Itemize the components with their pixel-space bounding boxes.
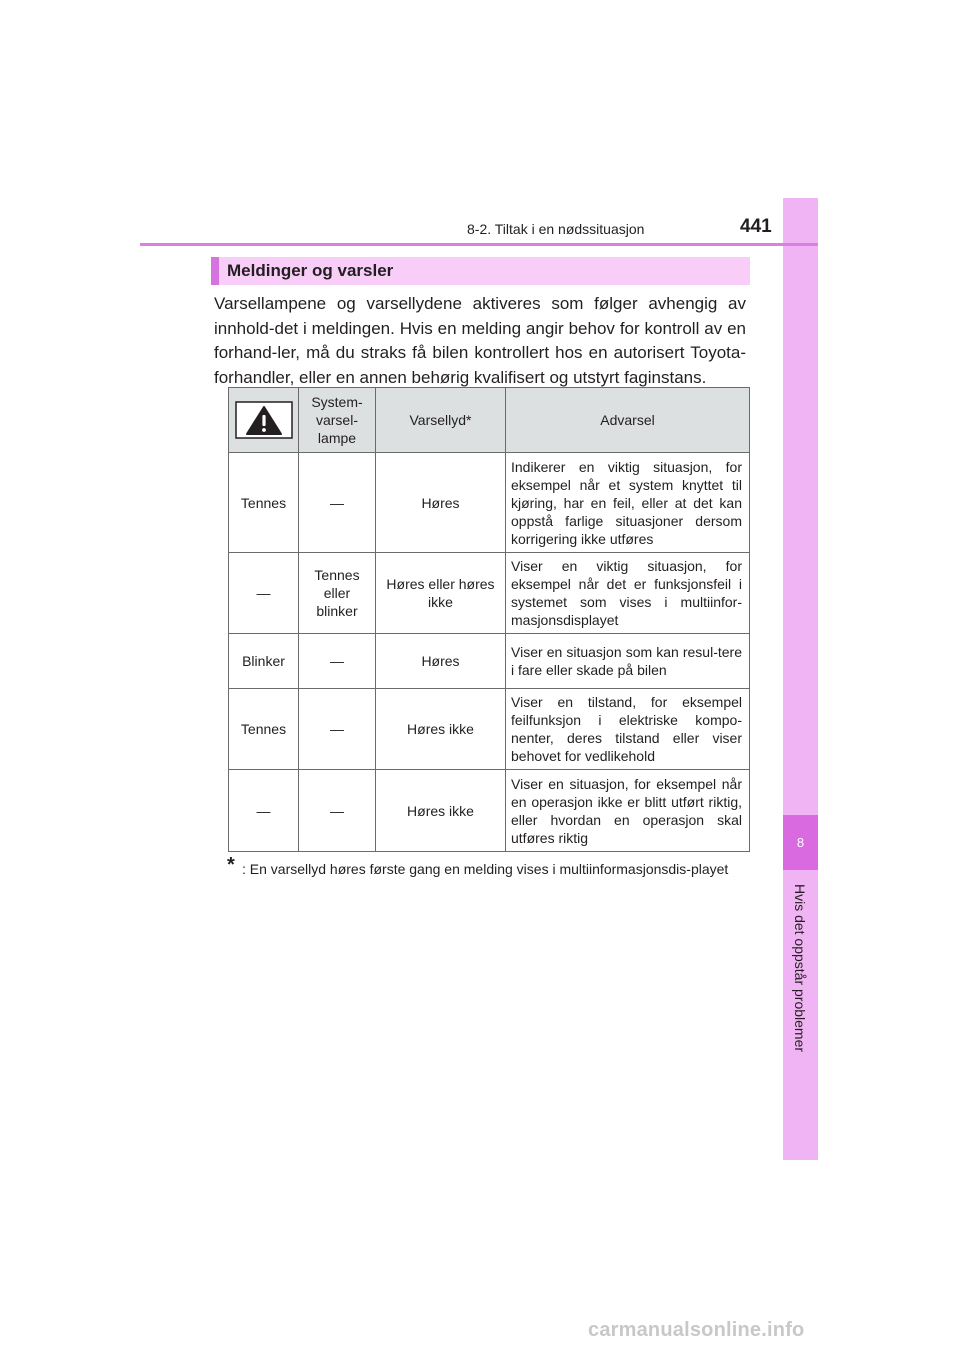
cell-sound: Høres ikke (376, 770, 506, 852)
cell-sound: Høres (376, 453, 506, 553)
cell-advice: Indikerer en viktig situasjon, for eksempel når et system knyttet til kjøring, har en feil, eller at det kan oppstå farlige situasjoner dersom korrigering ikke utføres (506, 453, 750, 553)
cell-system-lamp: Tennes eller blinker (299, 553, 376, 634)
page-number: 441 (740, 216, 772, 237)
table-row (229, 770, 750, 852)
cell-icon-state: — (229, 770, 299, 852)
footnote (227, 854, 745, 879)
table-row (229, 689, 750, 770)
cell-advice: Viser en situasjon, for eksempel når en operasjon ikke er blitt utført riktig, eller hvordan en operasjon skal utføres riktig (506, 770, 750, 852)
table-row (229, 453, 750, 553)
chapter-number: 8 (783, 815, 818, 870)
cell-advice: Viser en viktig situasjon, for eksempel når det er funksjonsfeil i systemet som vises i multiinfor-masjonsdisplayet (506, 553, 750, 634)
watermark: carmanualsonline.info (588, 1319, 805, 1341)
warning-table (228, 387, 750, 852)
cell-system-lamp: — (299, 453, 376, 553)
cell-advice: Viser en tilstand, for eksempel feilfunksjon i elektriske kompo-nenter, deres tilstand eller viser behovet for vedlikehold (506, 689, 750, 770)
cell-system-lamp: — (299, 689, 376, 770)
cell-sound: Høres (376, 634, 506, 689)
header-rule (140, 243, 818, 246)
footnote-marker: * (227, 854, 235, 876)
intro-paragraph: Varsellampene og varsellydene aktiveres som følger avhengig av innhold-det i meldingen. Hvis en melding angir behov for kontroll av en forhand-ler, må du straks få bilen kontrollert hos en autorisert Toyota-forhandler, eller en annen behørig kvalifisert og utstyrt faginstans. (214, 294, 746, 387)
footnote-text: : En varsellyd høres første gang en melding vises i multiinformasjonsdis-playet (242, 861, 729, 877)
header-advice: Advarsel (506, 388, 750, 453)
cell-sound: Høres eller høres ikke (376, 553, 506, 634)
header-system-lamp: System- varsel- lampe (299, 388, 376, 453)
table-row (229, 553, 750, 634)
table-row (229, 634, 750, 689)
cell-system-lamp: — (299, 634, 376, 689)
chapter-side-tab (783, 198, 818, 1160)
cell-icon-state: — (229, 553, 299, 634)
header-icon-cell (229, 388, 299, 453)
cell-icon-state: Tennes (229, 453, 299, 553)
cell-advice: Viser en situasjon som kan resul-tere i fare eller skade på bilen (506, 634, 750, 689)
warning-triangle-icon (235, 401, 293, 439)
cell-icon-state: Blinker (229, 634, 299, 689)
header-sound: Varsellyd* (376, 388, 506, 453)
cell-sound: Høres ikke (376, 689, 506, 770)
cell-system-lamp: — (299, 770, 376, 852)
table-header-row (229, 388, 750, 453)
cell-icon-state: Tennes (229, 689, 299, 770)
chapter-title: Hvis det oppstår problemer (792, 883, 808, 1053)
section-heading: Meldinger og varsler (211, 257, 750, 285)
header-section-title: 8-2. Tiltak i en nødssituasjon (467, 221, 645, 237)
